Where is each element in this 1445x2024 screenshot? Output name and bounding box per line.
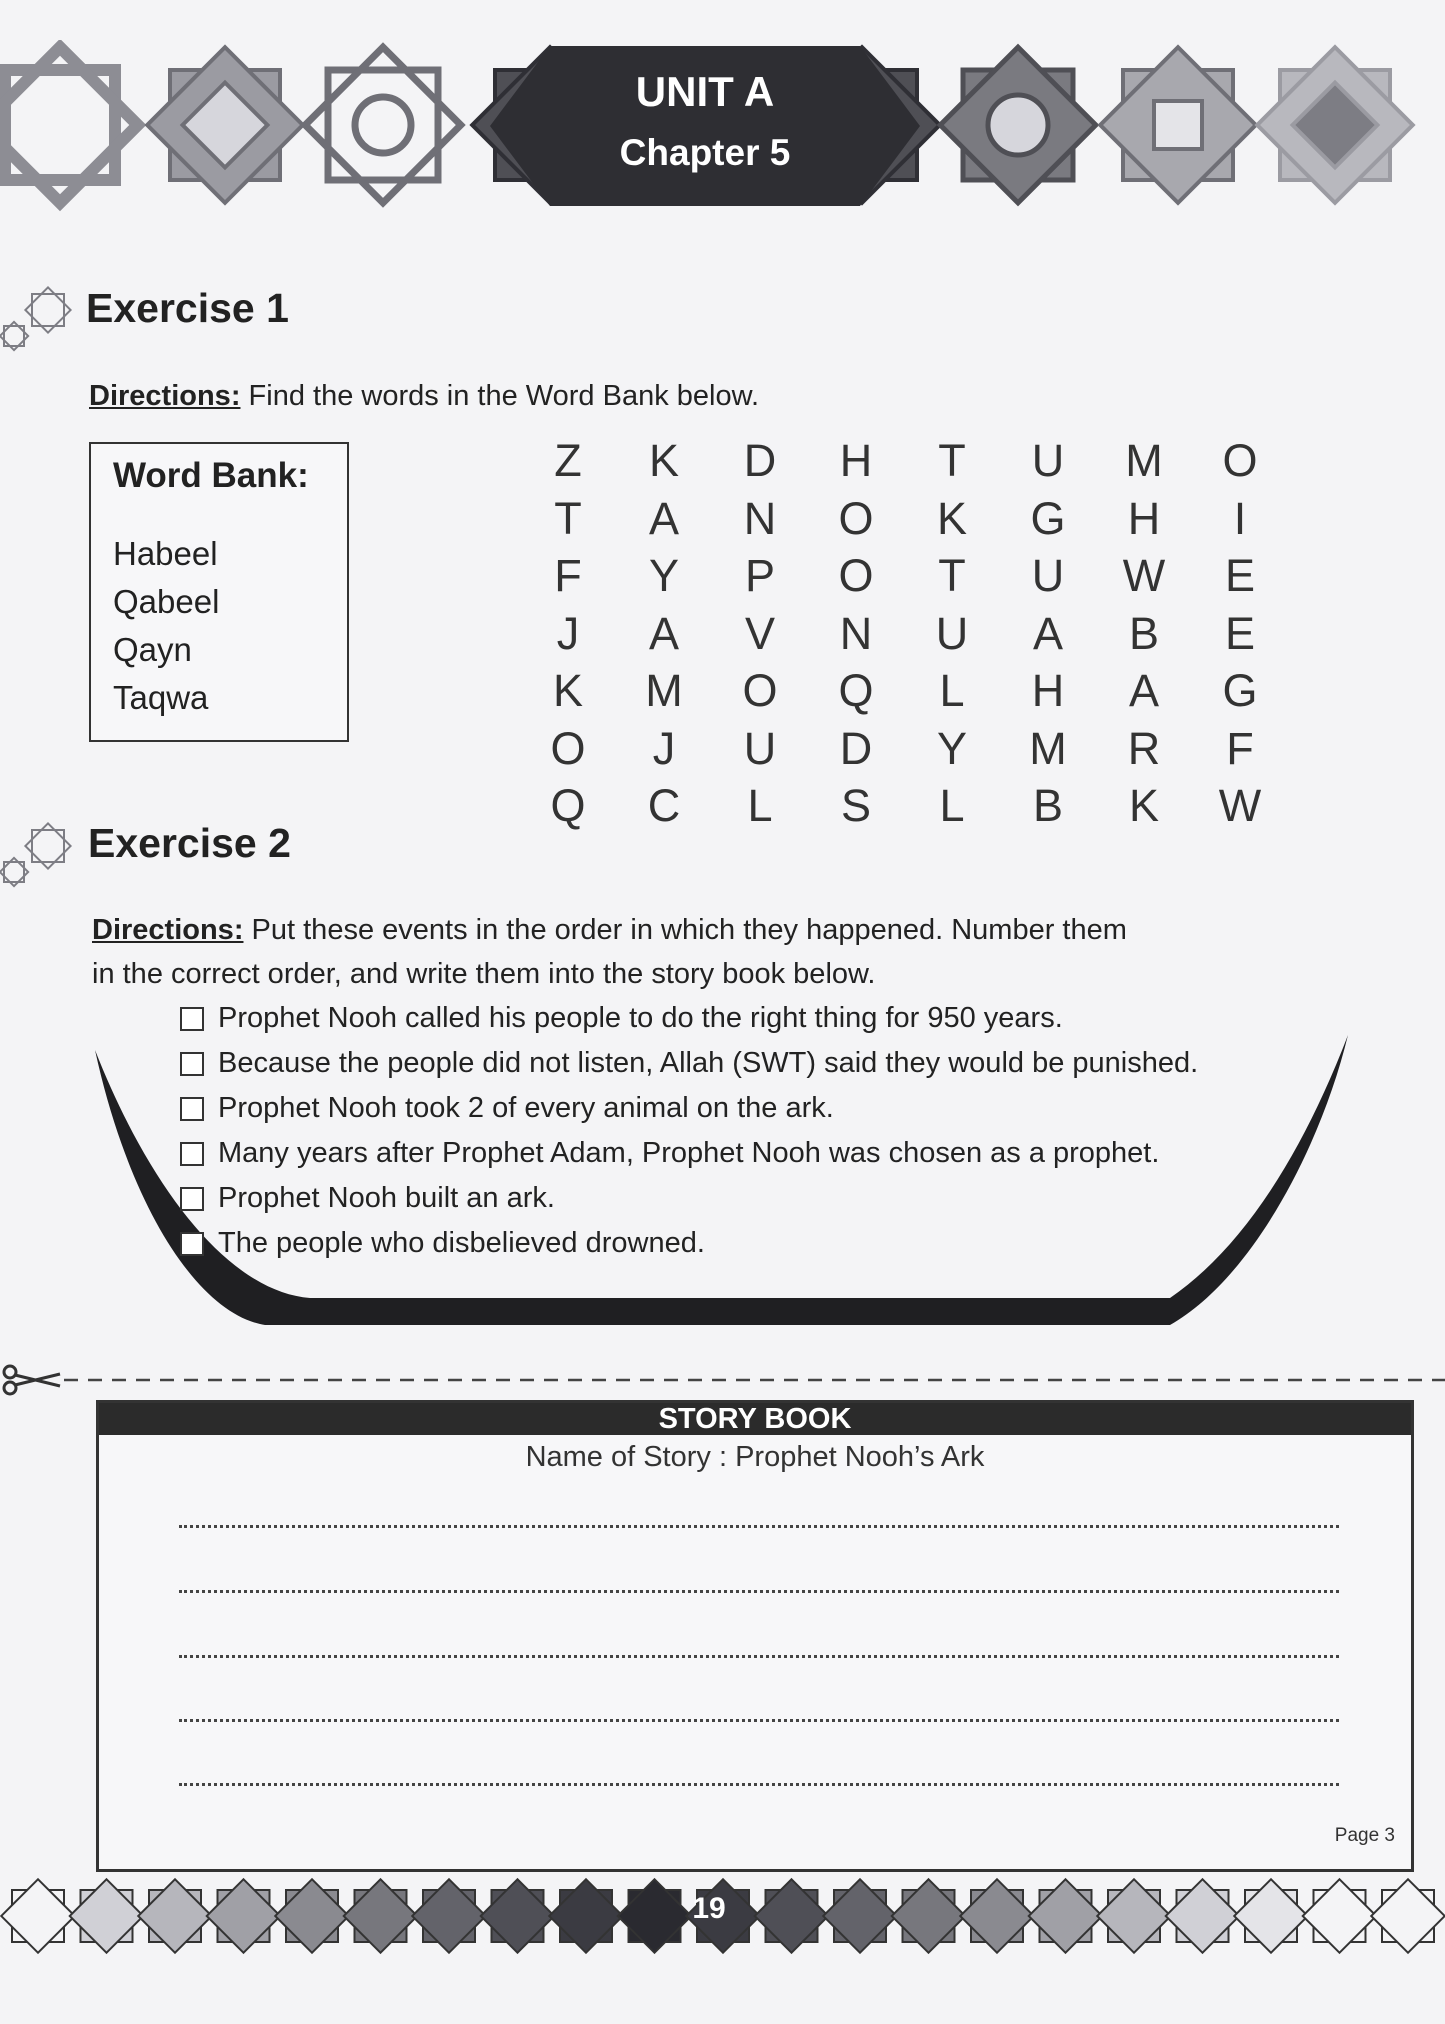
- grid-letter[interactable]: B: [1032, 780, 1063, 831]
- footer-star-icon: [618, 1879, 692, 1953]
- footer-star-icon: [1166, 1879, 1240, 1953]
- story-name: Name of Story : Prophet Nooh’s Ark: [525, 1441, 985, 1473]
- footer-star-icon: [1097, 1879, 1171, 1953]
- grid-letter[interactable]: Q: [838, 665, 874, 716]
- grid-letter[interactable]: B: [1128, 607, 1159, 659]
- event-item: [180, 1086, 1360, 1131]
- event-text: The people who disbelieved drowned.: [218, 1227, 705, 1259]
- grid-row: [520, 432, 1300, 490]
- exercise1-title: Exercise 1: [86, 285, 289, 331]
- event-text: Prophet Nooh called his people to do the right thing for 950 years.: [218, 1002, 1063, 1034]
- unit-chapter-plaque: [490, 46, 920, 206]
- footer-star-icon: [960, 1879, 1034, 1953]
- footer-star-icon: [1, 1879, 75, 1953]
- event-item: [180, 996, 1360, 1041]
- grid-letter[interactable]: D: [839, 722, 873, 774]
- footer-star-icon: [275, 1879, 349, 1953]
- exercise1-directions-text: Find the words in the Word Bank below.: [240, 380, 760, 412]
- event-checkbox[interactable]: [180, 1097, 204, 1121]
- grid-letter[interactable]: F: [1226, 722, 1254, 774]
- ornament-1: [0, 47, 138, 203]
- grid-row: [520, 547, 1300, 605]
- writing-line[interactable]: [179, 1525, 1339, 1528]
- grid-row: [520, 662, 1300, 720]
- exercise2-star-icon: [0, 818, 72, 890]
- exercise2-directions-label: Directions:: [92, 914, 244, 946]
- page-number: 19: [692, 1892, 726, 1925]
- grid-row: [520, 605, 1300, 663]
- grid-letter[interactable]: M: [1029, 722, 1067, 774]
- grid-letter[interactable]: O: [1222, 435, 1258, 486]
- event-checkbox[interactable]: [180, 1232, 204, 1256]
- grid-row: [520, 777, 1300, 835]
- event-checkbox[interactable]: [180, 1187, 204, 1211]
- grid-letter[interactable]: W: [1218, 780, 1262, 831]
- grid-letter[interactable]: R: [1127, 722, 1161, 774]
- grid-letter[interactable]: K: [648, 435, 679, 486]
- exercise1-directions: [89, 374, 759, 418]
- event-text: Prophet Nooh took 2 of every animal on the ark.: [218, 1092, 834, 1124]
- writing-line[interactable]: [179, 1655, 1339, 1658]
- grid-letter[interactable]: L: [939, 780, 965, 831]
- grid-letter[interactable]: J: [556, 607, 580, 659]
- footer-star-icon: [70, 1879, 144, 1953]
- grid-letter[interactable]: A: [1032, 607, 1063, 659]
- grid-letter[interactable]: C: [647, 780, 681, 831]
- word-bank-word: Qabeel: [113, 583, 220, 620]
- grid-letter[interactable]: G: [1222, 665, 1258, 716]
- event-item: [180, 1221, 1360, 1266]
- grid-letter[interactable]: Z: [554, 435, 582, 486]
- grid-letter[interactable]: O: [838, 492, 874, 544]
- footer-star-icon: [1029, 1879, 1103, 1953]
- grid-letter[interactable]: A: [648, 607, 679, 659]
- writing-line[interactable]: [179, 1783, 1339, 1786]
- ornament-3: [305, 47, 461, 203]
- footer-star-icon: [344, 1879, 418, 1953]
- grid-letter[interactable]: K: [552, 665, 583, 716]
- grid-letter[interactable]: F: [554, 550, 582, 601]
- grid-letter[interactable]: S: [840, 780, 871, 831]
- writing-line[interactable]: [179, 1719, 1339, 1722]
- ornament-2: [147, 47, 303, 203]
- event-item: [180, 1041, 1360, 1086]
- footer-star-icon: [1234, 1879, 1308, 1953]
- grid-letter[interactable]: O: [550, 722, 586, 774]
- word-bank-box: [89, 442, 349, 742]
- event-text: Many years after Prophet Adam, Prophet Nooh was chosen as a prophet.: [218, 1137, 1160, 1169]
- event-checkbox[interactable]: [180, 1052, 204, 1076]
- word-bank-title: Word Bank:: [113, 456, 309, 495]
- grid-letter[interactable]: U: [935, 607, 969, 659]
- unit-title: UNIT A: [635, 68, 775, 115]
- cut-line: [0, 1362, 1445, 1398]
- ornament-6: [940, 47, 1096, 203]
- grid-letter[interactable]: Y: [648, 550, 679, 601]
- story-page-label: Page 3: [1334, 1825, 1395, 1846]
- exercise1-star-icon: [0, 282, 72, 354]
- story-book-header: STORY BOOK: [99, 1403, 1411, 1435]
- grid-letter[interactable]: K: [936, 492, 967, 544]
- exercise2-directions-line2: in the correct order, and write them into the story book below.: [92, 958, 876, 990]
- event-text: Prophet Nooh built an ark.: [218, 1182, 555, 1214]
- event-list: [180, 996, 1360, 1266]
- footer-star-icon: [892, 1879, 966, 1953]
- scissors-icon: [4, 1366, 60, 1394]
- event-checkbox[interactable]: [180, 1007, 204, 1031]
- footer-star-icon: [549, 1879, 623, 1953]
- word-bank-word: Taqwa: [113, 679, 209, 716]
- grid-letter[interactable]: N: [743, 492, 777, 544]
- grid-letter[interactable]: Q: [550, 780, 586, 831]
- chapter-title: Chapter 5: [619, 132, 791, 173]
- grid-letter[interactable]: W: [1122, 550, 1166, 601]
- exercise1-directions-label: Directions:: [89, 380, 241, 412]
- grid-row: [520, 490, 1300, 548]
- grid-row: [520, 720, 1300, 778]
- ornament-7: [1100, 47, 1256, 203]
- grid-letter[interactable]: A: [1128, 665, 1159, 716]
- grid-letter[interactable]: L: [747, 780, 773, 831]
- exercise2-directions-line1: Put these events in the order in which they happened. Number them: [243, 914, 1127, 946]
- grid-letter[interactable]: I: [1233, 492, 1247, 544]
- grid-letter[interactable]: K: [1128, 780, 1159, 831]
- grid-letter[interactable]: L: [939, 665, 965, 716]
- grid-letter[interactable]: H: [1031, 665, 1065, 716]
- footer-star-icon: [1371, 1879, 1445, 1953]
- grid-letter[interactable]: U: [1031, 550, 1065, 601]
- footer-star-icon: [138, 1879, 212, 1953]
- grid-letter[interactable]: A: [648, 492, 679, 544]
- grid-letter[interactable]: U: [1031, 435, 1065, 486]
- footer-star-icon: [823, 1879, 897, 1953]
- grid-letter[interactable]: Y: [936, 722, 967, 774]
- event-item: [180, 1131, 1360, 1176]
- exercise2-title: Exercise 2: [88, 820, 291, 866]
- word-bank-word: Habeel: [113, 535, 218, 572]
- grid-letter[interactable]: J: [652, 722, 676, 774]
- footer-star-icon: [481, 1879, 555, 1953]
- grid-letter[interactable]: V: [744, 607, 775, 659]
- exercise2-directions: [92, 908, 1392, 996]
- footer-star-icon: [412, 1879, 486, 1953]
- grid-letter[interactable]: D: [743, 435, 777, 486]
- grid-letter[interactable]: G: [1030, 492, 1066, 544]
- grid-letter[interactable]: O: [742, 665, 778, 716]
- word-bank-list: [113, 530, 219, 722]
- grid-letter[interactable]: N: [839, 607, 873, 659]
- ornament-8: [1257, 47, 1413, 203]
- grid-letter[interactable]: T: [554, 492, 582, 544]
- grid-letter[interactable]: H: [1127, 492, 1161, 544]
- story-book-box: [96, 1400, 1414, 1872]
- footer-star-icon: [207, 1879, 281, 1953]
- grid-letter[interactable]: O: [838, 550, 874, 601]
- grid-letter[interactable]: T: [938, 435, 966, 486]
- grid-letter[interactable]: M: [1125, 435, 1163, 486]
- event-checkbox[interactable]: [180, 1142, 204, 1166]
- grid-letter[interactable]: T: [938, 550, 966, 601]
- grid-letter[interactable]: E: [1224, 607, 1255, 659]
- event-item: [180, 1176, 1360, 1221]
- event-text: Because the people did not listen, Allah (SWT) said they would be punished.: [218, 1047, 1199, 1079]
- footer-star-icon: [755, 1879, 829, 1953]
- grid-letter[interactable]: H: [839, 435, 873, 486]
- footer-star-icon: [1303, 1879, 1377, 1953]
- word-search-grid[interactable]: [520, 432, 1300, 831]
- grid-letter[interactable]: P: [744, 550, 775, 601]
- grid-letter[interactable]: M: [645, 665, 683, 716]
- word-bank-word: Qayn: [113, 631, 192, 668]
- grid-letter[interactable]: U: [743, 722, 777, 774]
- writing-line[interactable]: [179, 1590, 1339, 1593]
- grid-letter[interactable]: E: [1224, 550, 1255, 601]
